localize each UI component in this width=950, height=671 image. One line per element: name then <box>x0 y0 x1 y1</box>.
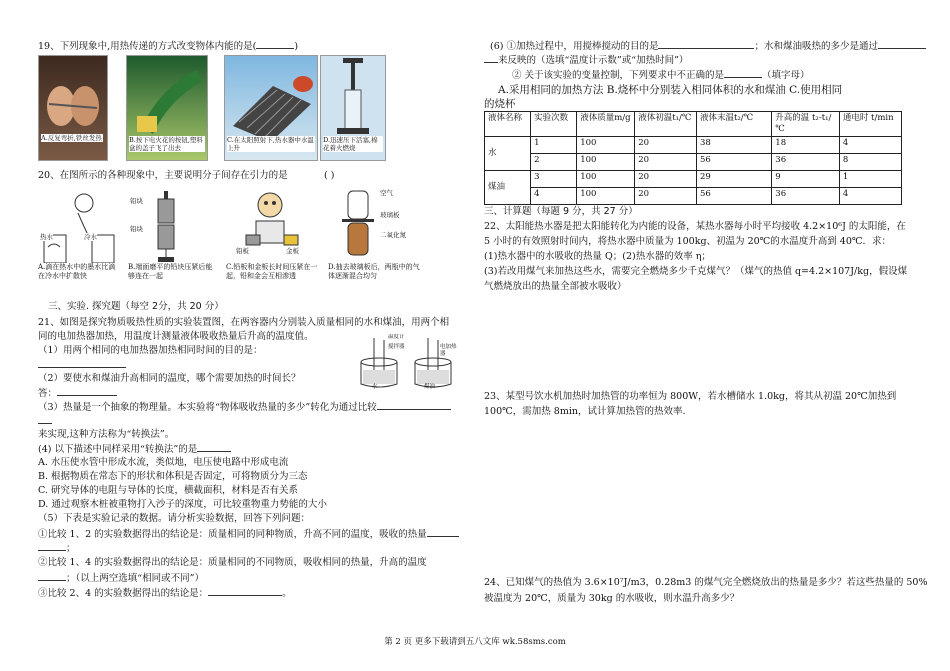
q21-c3-blank[interactable] <box>208 586 282 596</box>
q22-line4: (3)若改用煤气来加热这些水，需要完全燃烧多少千克煤气？（煤气的热值 q=4.2×107J/kg，假设煤 <box>484 266 908 277</box>
q22-line5: 气燃烧放出的热量全部被水吸收） <box>484 281 627 292</box>
lead-plate-label: 铅板 <box>236 247 249 255</box>
gas-jars-icon <box>328 187 420 263</box>
table-row <box>485 137 902 154</box>
table-header: 升高的温 t₂-t₁/℃ <box>772 112 840 137</box>
table-cell: 2 <box>531 154 577 171</box>
table-header: 通电时 t/min <box>839 112 901 137</box>
q21-opt-c: C. 研究导体的电阻与导体的长度，横截面积，材料是否有关系 <box>38 485 298 496</box>
q20-image-a <box>38 187 120 299</box>
ink-diffusion-icon <box>38 187 120 269</box>
q22-line1: 22、太阳能热水器是把太阳能转化为内能的设备，某热水器每小时平均接收 4.2×10⁶J 的太阳能，在 <box>484 221 906 232</box>
q21-c2-blank[interactable] <box>38 571 66 581</box>
q19-caption-c: C.在太阳照射下,热水器中水温上升 <box>227 136 314 153</box>
table-cell: 56 <box>696 188 771 205</box>
q19-answer-blank[interactable] <box>256 39 294 49</box>
q19-image-c <box>224 55 318 161</box>
q22-line2: 5 小时的有效照射时间内，将热水器中质量为 100kg、初温为 20℃的水温度升高到 40℃．求： <box>484 236 892 247</box>
q21-intro-1: 21、如图是探究物质吸热性质的实验装置图，在两容器内分别装入质量相同的水和煤油，用两个相 <box>38 317 450 328</box>
q23-line2: 100℃，需加热 8min，试计算加热管的热效率. <box>484 406 686 417</box>
hands-bending-wire-icon <box>39 56 107 160</box>
q19-caption-a: A.反复弯折,铁丝发热 <box>41 134 102 142</box>
table-cell: 29 <box>696 171 771 188</box>
q20-image-c <box>226 187 318 299</box>
table-row <box>485 188 902 205</box>
q6-line4: A.采用相同的加热方法 B.烧杯中分别装入相同体积的水和煤油 C.使用相同 <box>498 84 843 96</box>
table-cell: 100 <box>577 171 635 188</box>
q19-image-d <box>320 55 386 161</box>
lead-block-label-1: 铅块 <box>130 197 143 205</box>
table-cell: 8 <box>839 154 901 171</box>
section-experiment-title: 三、实验. 探究题（每空 2分，共 20 分） <box>48 301 224 312</box>
thermometer-label: 温度计 <box>388 334 405 340</box>
table-cell: 20 <box>635 154 697 171</box>
q21-s3: （3）热量是一个抽象的物理量。本实验将“物体吸收热量的多少”转化为通过比较 <box>38 400 451 416</box>
table-header: 实验次数 <box>531 112 577 137</box>
q23-line1: 23、某型号饮水机加热时加热管的功率恒为 800W，若水槽储水 1.0kg，将其从初温 20℃加热到 <box>484 391 897 402</box>
table-header: 液体质量m/g <box>577 112 635 137</box>
table-cell: 20 <box>635 171 697 188</box>
table-row <box>485 154 902 171</box>
table-cell: 1 <box>531 137 577 154</box>
kerosene-label: 煤油 <box>424 384 436 390</box>
q21-s1: （1）用两个相同的电加热器加热相同时间的目的是： <box>38 345 263 356</box>
q6-variable-blank[interactable] <box>724 68 762 78</box>
table-cell: 100 <box>577 154 635 171</box>
q20-caption-a: A.滴在热水中的墨水比滴在冷水中扩散快 <box>38 263 120 281</box>
cold-water-label: 冷水 <box>84 233 97 241</box>
table-cell: 1 <box>839 171 901 188</box>
page-footer: 第 2 页 更多下载请到五八文库 wk.58sms.com <box>384 637 566 647</box>
table-cell: 36 <box>772 188 840 205</box>
q21-s1-blank[interactable] <box>38 358 126 368</box>
table-cell: 56 <box>696 154 771 171</box>
table-cell: 36 <box>772 154 840 171</box>
table-cell: 9 <box>772 171 840 188</box>
q19-caption-d: D.迅速压下活塞,棉花着火燃烧 <box>323 136 383 152</box>
q19-stem: 19、下列现象中,用热传递的方式改变物体内能的是( ) <box>38 41 299 52</box>
q20-caption-c: C.铅板和金板长时间压紧在一起，铅和金会互相渗透 <box>226 263 318 280</box>
table-cell: 4 <box>531 188 577 205</box>
q21-c1: ①比较 1、2 的实验数据得出的结论是：质量相同的同种物质，升高不同的温度，吸收的热量 <box>38 527 459 543</box>
q21-s5: （5）下表是实验记录的数据。请分析实验数据，回答下列问题： <box>38 513 311 524</box>
heater-label: 电加热器 <box>440 344 457 357</box>
q6-line2: 来反映的（选填“温度计示数”或“加热时间”） <box>484 53 688 69</box>
q22-line3: (1)热水器中的水吸收的热量 Q；(2)热水器的效率 η； <box>484 251 711 262</box>
q21-opt-d: D. 通过观察木桩被重物打入沙子的深度，可比较重物重力势能的大小 <box>38 499 327 510</box>
table-header-row <box>485 112 902 137</box>
q6-line3: ② 关于该实验的变量控制，下列要求中不正确的是 （填字母） <box>512 70 810 81</box>
table-header: 液体名称 <box>485 112 531 137</box>
table-cell: 38 <box>696 137 771 154</box>
gold-plate-label: 金板 <box>286 247 299 255</box>
q19-image-a <box>38 55 108 161</box>
q21-s4-blank[interactable] <box>197 442 231 452</box>
heating-apparatus-icon <box>354 334 458 392</box>
q20-caption-b: B.端面磨平的铅块压紧后能够连在一起 <box>128 263 213 280</box>
q6-measure-blank-2[interactable] <box>484 53 498 63</box>
table-cell: 4 <box>839 137 901 154</box>
q24-line2: 被温度为 20℃，质量为 30kg 的水吸收，则水温升高多少？ <box>484 593 740 604</box>
q20-image-d <box>328 187 420 299</box>
q21-s2-answer: 答： <box>38 386 117 402</box>
table-cell: 18 <box>772 137 840 154</box>
glass-plate-label: 玻璃板 <box>380 211 400 219</box>
section-calc-title: 三、计算题（每题 9 分，共 27 分） <box>484 206 638 217</box>
q21-s2: （2）要使水和煤油升高相同的温度，哪个需要加热的时间长？ <box>38 373 301 384</box>
table-cell: 20 <box>635 188 697 205</box>
q19-image-b <box>126 55 208 161</box>
q21-c1-blank[interactable] <box>427 527 459 537</box>
table-cell: 100 <box>577 188 635 205</box>
water-label: 水 <box>372 384 378 390</box>
q19-caption-b: B.按下电火花的按钮,塑料盒的盖子飞了出去 <box>129 136 205 152</box>
q20-paren: ( ) <box>324 170 335 181</box>
q20-caption-d: D.抽去玻璃板后，两瓶中的气体逐渐混合均匀 <box>328 263 420 280</box>
table-row <box>485 171 902 188</box>
q21-s2-blank[interactable] <box>57 386 117 396</box>
q21-c1-blank-2[interactable] <box>38 541 66 551</box>
q21-intro-2: 同的电加热器加热，用温度计测量液体吸收热量后升高的温度值。 <box>38 331 314 342</box>
table-cell: 4 <box>839 188 901 205</box>
q24-line1: 24、已知煤气的热值为 3.6×10⁷J/m3，0.28m3 的煤气完全燃烧放出的热量是多少？若这些热量的 50% <box>484 577 928 588</box>
q21-c3: ③比较 2、4 的实验数据得出的结论是： 。 <box>38 588 292 599</box>
table-cell: 水 <box>485 137 531 171</box>
q21-c1-cont: ； <box>38 541 76 557</box>
q21-s3b: 来实现,这种方法称为“转换法”。 <box>38 429 175 440</box>
stirrer-label: 搅拌器 <box>388 344 405 350</box>
q21-s3-blank[interactable] <box>377 400 451 410</box>
table-cell: 100 <box>577 137 635 154</box>
air-label: 空气 <box>380 189 393 197</box>
table-cell: 3 <box>531 171 577 188</box>
q21-s4: (4) 以下描述中同样采用“转换法”的是 <box>38 442 231 458</box>
q6-measure-blank[interactable] <box>878 39 926 49</box>
q21-opt-a: A. 水压使水管中形成水流，类似地，电压使电路中形成电流 <box>38 457 289 468</box>
q6-line1: (6) ①加热过程中，用搅棒搅动的目的是 ；水和煤油吸热的多少是通过 <box>490 39 926 55</box>
table-cell: 20 <box>635 137 697 154</box>
q6-purpose-blank[interactable] <box>658 39 754 49</box>
table-header: 液体末温t₂/℃ <box>696 112 771 137</box>
q6-line5: 的烧杯 <box>484 98 516 110</box>
table-header: 液体初温t₁/℃ <box>635 112 697 137</box>
q20-image-b <box>128 187 214 299</box>
q20-stem: 20、在图所示的各种现象中，主要说明分子间存在引力的是 <box>38 170 288 181</box>
lead-block-label-2: 铅块 <box>130 225 143 233</box>
q21-opt-b: B. 根据物质在常态下的形状和体积是否固定，可将物质分为三态 <box>38 471 308 482</box>
table-cell: 煤油 <box>485 171 531 205</box>
q21-s3-blank-2[interactable] <box>38 414 52 424</box>
q21-c2: ②比较 1、4 的实验数据得出的结论是：质量相同的不同物质，吸收相同的热量，升高的温度 <box>38 557 427 568</box>
q21-apparatus <box>354 334 458 392</box>
hot-water-label: 热水 <box>40 233 53 241</box>
no2-label: 二氧化氮 <box>380 231 406 239</box>
q21-c2-cont: ；（以上两空选填“相同或不同”） <box>38 571 204 587</box>
data-table <box>484 111 902 205</box>
